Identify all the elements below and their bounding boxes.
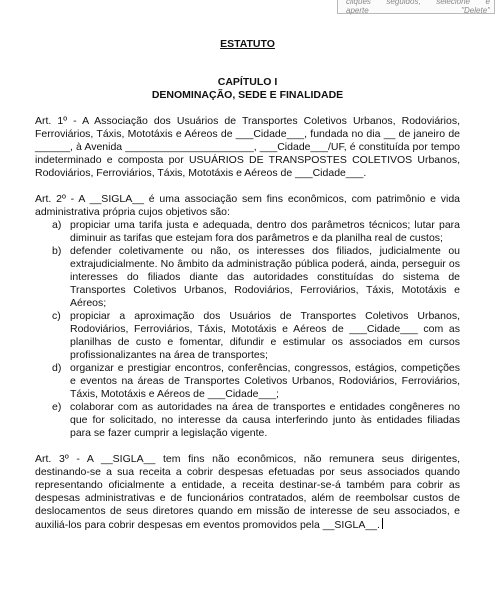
item-text: defender coletivamente ou não, os interesses dos filiados, judicialmente ou extrajudicialmente. No âmbito da administração pública poderá, ainda, perseguir os interesses do filiados diante das autoridades constituídas do sistema de Transportes Coletivos Urbanos, Rodoviários, Ferroviários, Táxis, Mototáxis e Aéreos;	[70, 245, 460, 309]
list-item	[35, 310, 460, 362]
item-letter: c)	[52, 310, 61, 322]
hint-line-1: cliques seguidos, selecione e	[346, 0, 490, 6]
article-1: Art. 1º - A Associação dos Usuários de Transportes Coletivos Urbanos, Rodoviários, Ferroviários, Táxis, Mototáxis e Aéreos de ___Cidade___, fundada no dia __ de janeiro de ______, à Avenida ______________________, ___Cidade___/UF, é constituída por tempo indeterminado e composta por USUÁRIOS DE TRANSPOSTES COLETIVOS Urbanos, Rodoviários, Ferroviários, Táxis, Mototáxis e Aéreos de ___Cidade___.	[35, 115, 460, 179]
item-letter: a)	[52, 219, 62, 231]
article-3-text: Art. 3º - A __SIGLA__ tem fins não econômicos, não remunera seus dirigentes, destinando-se a sua receita a cobrir despesas efetuadas por seus associados quando representando oficialmente a entidade, a receita destinar-se-á também para cobrir as despesas administrativas e de funcionários contratados, além de reembolsar custos de deslocamentos de seus diretores quando em missão de interesse de seu associados, e auxiliá-los para cobrir despesas em eventos promovidos pela __SIGLA__.	[35, 453, 460, 531]
item-letter: b)	[52, 245, 62, 257]
text-cursor	[382, 518, 383, 529]
item-letter: d)	[52, 362, 62, 374]
document-title: ESTATUTO	[220, 38, 275, 50]
delete-hint-callout	[337, 0, 495, 14]
item-letter: e)	[52, 401, 62, 413]
list-item	[35, 245, 460, 310]
item-text: propiciar uma tarifa justa e adequada, dentro dos parâmetros técnicos; lutar para diminuir as tarifas que estejam fora dos parâmetros e da planilha real de custos;	[70, 219, 460, 244]
chapter-title: CAPÍTULO I	[217, 76, 278, 88]
list-item	[35, 219, 460, 245]
article-2-intro: Art. 2º - A __SIGLA__ é uma associação sem fins econômicos, com patrimônio e vida administrativa própria cujos objetivos são:	[35, 193, 460, 218]
list-item	[35, 362, 460, 401]
item-text: colaborar com as autoridades na área de transportes e entidades congêneres no que for solicitado, no interesse da causa interferindo junto às entidades filiadas para se fazer cumprir a legislação vigente.	[70, 401, 460, 439]
hint-line-2: aperte "Delete"	[346, 6, 490, 15]
item-text: propiciar a aproximação dos Usuários de Transportes Coletivos Urbanos, Rodoviários, Ferroviários, Táxis, Mototáxis e Aéreos de ___Cidade___ com as planilhas de custo e fomentar, difundir e estimular os associados em cursos profissionalizantes na área de transportes;	[70, 310, 460, 361]
article-2-objectives-list	[35, 219, 460, 440]
document-page[interactable]	[35, 38, 460, 532]
list-item	[35, 401, 460, 440]
article-3	[35, 453, 460, 532]
item-text: organizar e prestigiar encontros, conferências, congressos, estágios, competições e eventos na áreas de Transportes Coletivos Urbanos, Rodoviários, Ferroviários, Táxis, Mototáxis e Aéreos de ___Cidade___;	[70, 362, 460, 400]
chapter-subtitle: DENOMINAÇÃO, SEDE E FINALIDADE	[151, 89, 344, 101]
